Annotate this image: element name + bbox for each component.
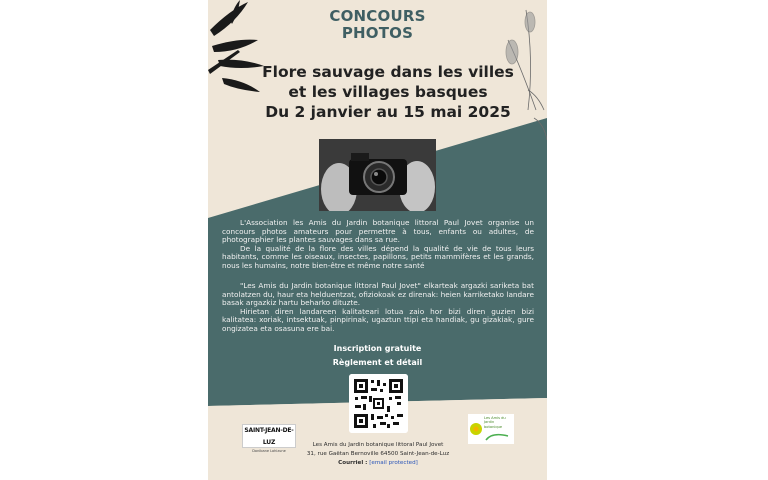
logo-left-subtitle: Donibane Lohizune — [252, 449, 286, 453]
call-to-action — [208, 342, 547, 370]
fr-paragraph-1: L'Association les Amis du Jardin botanique littoral Paul Jovet organise un concours photos amateurs pour permettre à tous, enfants ou adultes, de photographier les plantes sauvages dans sa rue. — [222, 218, 534, 245]
logo-left-title: SAINT-JEAN-DE-LUZ — [244, 427, 294, 446]
footer-email-link[interactable]: [email protected] — [369, 460, 418, 466]
headline-line-2: et les villages basques — [288, 83, 488, 101]
headline-dates: Du 2 janvier au 15 mai 2025 — [265, 103, 511, 121]
eu-paragraph-1: "Les Amis du Jardin botanique littoral Paul Jovet" elkarteak argazki sariketa bat antolatzen du, haur eta helduentzat, ofiziokoak ez direnak: heien karriketako landare basak argazkiz hartu beharko dituzte. — [222, 281, 534, 308]
title-line-2: PHOTOS — [341, 24, 414, 42]
amis-jardin-logo — [468, 414, 514, 444]
contest-title — [208, 8, 547, 42]
footer-address: 31, rue Gaëtan Bernoville 64500 Saint-Jean-de-Luz — [306, 451, 450, 457]
french-text — [222, 219, 534, 271]
footer — [268, 441, 488, 468]
basque-text — [222, 282, 534, 334]
rules-and-details: Règlement et détail — [332, 358, 423, 367]
eu-paragraph-2: Hirietan diren landareen kalitateari lotua zaio hor bizi diren guzien bizi kalitatea: xoriak, intsektuak, pinpirinak, ugaztun ttipi eta handiak, gu gizakiak, gure ongizatea eta osasuna ere bai. — [222, 306, 534, 333]
free-registration: Inscription gratuite — [333, 344, 422, 353]
qr-code[interactable] — [349, 374, 408, 433]
title-line-1: CONCOURS — [329, 7, 426, 25]
poster — [208, 0, 547, 480]
logo-right-text: Les Amis du Jardin botanique — [484, 416, 506, 429]
footer-email-label: Courriel : — [338, 460, 368, 466]
footer-organisation: Les Amis du Jardin botanique littoral Paul Jovet — [312, 442, 444, 448]
camera-photo — [319, 139, 436, 211]
headline-line-1: Flore sauvage dans les villes — [262, 63, 514, 81]
footer-contact — [268, 459, 488, 468]
fr-paragraph-2: De la qualité de la flore des villes dépend la qualité de vie de tous leurs habitants, comme les oiseaux, insectes, papillons, petits mammifères et les grands, nous les humains, notre bien-être et même notre santé — [222, 243, 534, 270]
headline — [238, 62, 538, 122]
